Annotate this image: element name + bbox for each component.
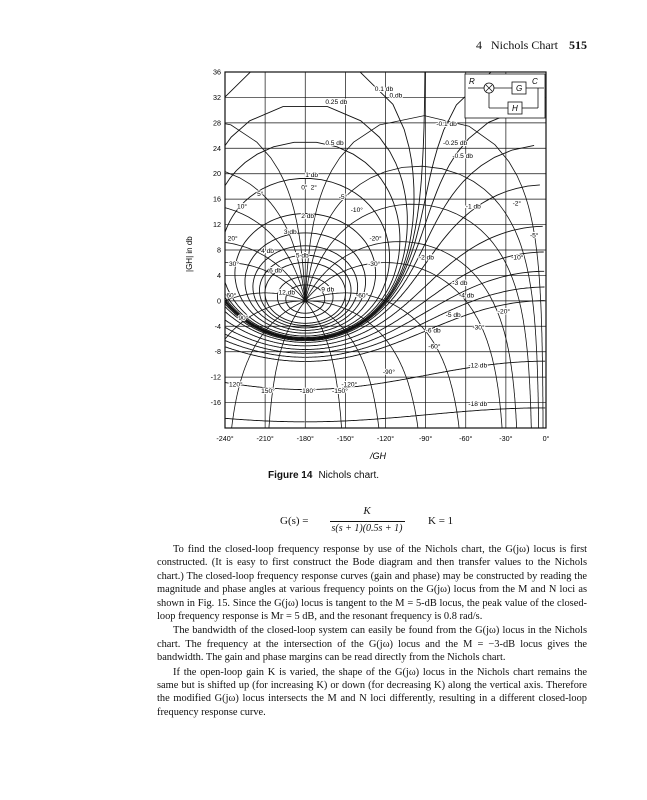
y-tick-label: 0 bbox=[217, 296, 221, 306]
figure-caption bbox=[0, 470, 647, 481]
y-tick-label: 28 bbox=[213, 118, 221, 128]
page-number: 515 bbox=[569, 38, 587, 52]
m-locus-label: -18 db bbox=[468, 400, 488, 408]
n-locus-label: -10° bbox=[350, 206, 363, 214]
x-axis-label: /GH bbox=[370, 451, 387, 461]
m-locus-label: 9 db bbox=[321, 286, 335, 294]
n-locus-label: 2° bbox=[310, 184, 317, 192]
n-locus-label: -30° bbox=[472, 324, 485, 332]
x-tick-label: -30° bbox=[499, 434, 513, 443]
n-locus-label: 20° bbox=[227, 235, 238, 243]
n-locus-label: -150° bbox=[332, 388, 348, 396]
m-locus-label: 1 db bbox=[305, 171, 319, 179]
inset-h-label: H bbox=[512, 104, 518, 113]
n-locus-label: -2° bbox=[512, 200, 522, 208]
n-locus-label: 60° bbox=[226, 292, 237, 300]
x-tick-label: -120° bbox=[376, 434, 395, 443]
m-locus-label: -3 db bbox=[452, 279, 468, 287]
y-axis-label: |GH| in db bbox=[185, 236, 194, 272]
x-tick-label: -240° bbox=[216, 434, 234, 443]
n-locus-label: 0° bbox=[301, 184, 308, 192]
m-locus-label: -0.25 db bbox=[443, 140, 468, 148]
n-locus-label: -180° bbox=[299, 388, 316, 396]
n-locus-label: 150° bbox=[261, 388, 275, 396]
paragraph: If the open-loop gain K is varied, the shape of the G(jω) locus in the Nichols chart remains the same but is shifted up (for increasing K) or down (for decreasing K) along the vertical axis. Therefore the modified G(jω) locus intersects the M and N loci differently, resulting in a different closed-loop frequency response curve. bbox=[157, 666, 587, 718]
equation-numerator: K bbox=[363, 505, 371, 517]
y-tick-label: 12 bbox=[213, 220, 221, 230]
n-locus-label: -90° bbox=[382, 368, 395, 376]
n-locus-label: 5° bbox=[257, 190, 264, 198]
y-tick-label: 16 bbox=[213, 194, 221, 204]
y-tick-label: 8 bbox=[217, 245, 221, 255]
m-locus-label: 0.5 db bbox=[325, 140, 344, 148]
x-tick-label: -180° bbox=[296, 434, 314, 443]
m-locus-label: -0.1 db bbox=[436, 121, 457, 129]
figure-caption-text: Nichols chart. bbox=[318, 470, 380, 481]
transfer-function-equation bbox=[280, 505, 480, 539]
n-locus-label: 10° bbox=[237, 203, 248, 211]
m-locus-label: 2 db bbox=[301, 213, 315, 221]
n-locus-label: 120° bbox=[229, 381, 243, 389]
equation-denominator: s(s + 1)(0.5s + 1) bbox=[331, 523, 403, 534]
n-locus-label: -20° bbox=[497, 308, 511, 316]
y-tick-label: -16 bbox=[210, 398, 221, 408]
x-tick-label: -60° bbox=[459, 434, 473, 443]
body-text bbox=[157, 543, 587, 720]
paragraph: The bandwidth of the closed-loop system can easily be found from the G(jω) locus in the Nichols chart. The frequency at the intersection of the G(jω) locus and the M = −3-dB locus gives the bandwidth. The gain and phase margins can be read directly from the Nichols chart. bbox=[157, 625, 587, 664]
m-locus-label: -1 db bbox=[465, 203, 481, 211]
m-locus-label: -5 db bbox=[445, 311, 461, 319]
n-locus-label: 30° bbox=[229, 260, 239, 268]
y-tick-labels bbox=[211, 68, 221, 408]
figure-label: Figure 14 bbox=[267, 470, 313, 481]
x-tick-label: -90° bbox=[418, 434, 433, 443]
n-locus-label: -60° bbox=[428, 343, 441, 351]
y-tick-label: -4 bbox=[214, 321, 221, 331]
inset-c-label: C bbox=[532, 77, 538, 86]
n-locus-label: -60° bbox=[356, 292, 369, 300]
m-locus-label: 0 db bbox=[389, 92, 403, 100]
x-tick-label: 0° bbox=[542, 434, 550, 443]
y-tick-label: 24 bbox=[213, 143, 221, 153]
y-tick-label: -12 bbox=[210, 372, 221, 382]
n-locus-label: -20° bbox=[369, 235, 382, 243]
y-tick-label: 4 bbox=[217, 270, 221, 280]
m-locus-label: -2 db bbox=[418, 254, 434, 262]
inset-r-label: R bbox=[469, 77, 475, 86]
m-locus-label: 5 db bbox=[295, 252, 309, 260]
m-locus-label: 12 db bbox=[278, 289, 296, 297]
gain-value: K = 1 bbox=[428, 515, 454, 527]
fraction-bar bbox=[330, 521, 405, 522]
x-tick-labels bbox=[216, 434, 549, 443]
m-locus-label: -6 db bbox=[425, 327, 441, 335]
chapter-title: Nichols Chart bbox=[491, 38, 558, 52]
n-locus-label: -10° bbox=[511, 254, 524, 262]
m-locus-label: 6 db bbox=[269, 267, 282, 275]
n-locus-label: -30° bbox=[368, 260, 381, 268]
equation-lhs: G(s) = bbox=[280, 515, 309, 527]
m-locus-label: -0.5 db bbox=[452, 152, 473, 160]
paragraph: To find the closed-loop frequency response by use of the Nichols chart, the G(jω) locus is first constructed. (It is easy to first construct the Bode diagram and then transfer values to the Nichols chart.) The closed-loop frequency response curves (gain and phase) may be constructed by reading the magnitude and phase angles at various frequency points on the G(jω) locus from the M and N loci as shown in Fig. 15. Since the G(jω) locus is tangent to the M = 5-dB locus, the peak value of the closed-loop frequency response is Mr = 5 dB, and the resonant frequency is 0.8 rad/s. bbox=[157, 544, 587, 623]
y-tick-label: 36 bbox=[213, 67, 221, 77]
y-tick-label: -8 bbox=[214, 347, 221, 357]
n-locus-label: -5° bbox=[529, 232, 539, 240]
m-locus-label: 3 db bbox=[283, 229, 297, 237]
inset-g-label: G bbox=[516, 84, 523, 93]
m-locus-label: 0.25 db bbox=[325, 98, 348, 106]
y-tick-label: 20 bbox=[213, 169, 221, 179]
n-locus-curve bbox=[71, 166, 305, 470]
n-locus-label: -120° bbox=[341, 381, 358, 389]
n-locus-label: 90° bbox=[238, 314, 249, 322]
m-locus-label: 0.1 db bbox=[374, 86, 394, 94]
chapter-number: 4 bbox=[476, 38, 482, 52]
m-locus-label: -12 db bbox=[468, 362, 488, 370]
y-tick-label: 32 bbox=[213, 92, 221, 102]
block-diagram-inset bbox=[465, 74, 545, 118]
x-tick-label: -150° bbox=[336, 434, 355, 443]
m-locus-label: 4 db bbox=[261, 248, 274, 256]
m-locus-label: -4 db bbox=[459, 292, 475, 300]
x-tick-label: -210° bbox=[256, 434, 274, 443]
n-locus-label: -5° bbox=[338, 194, 348, 202]
